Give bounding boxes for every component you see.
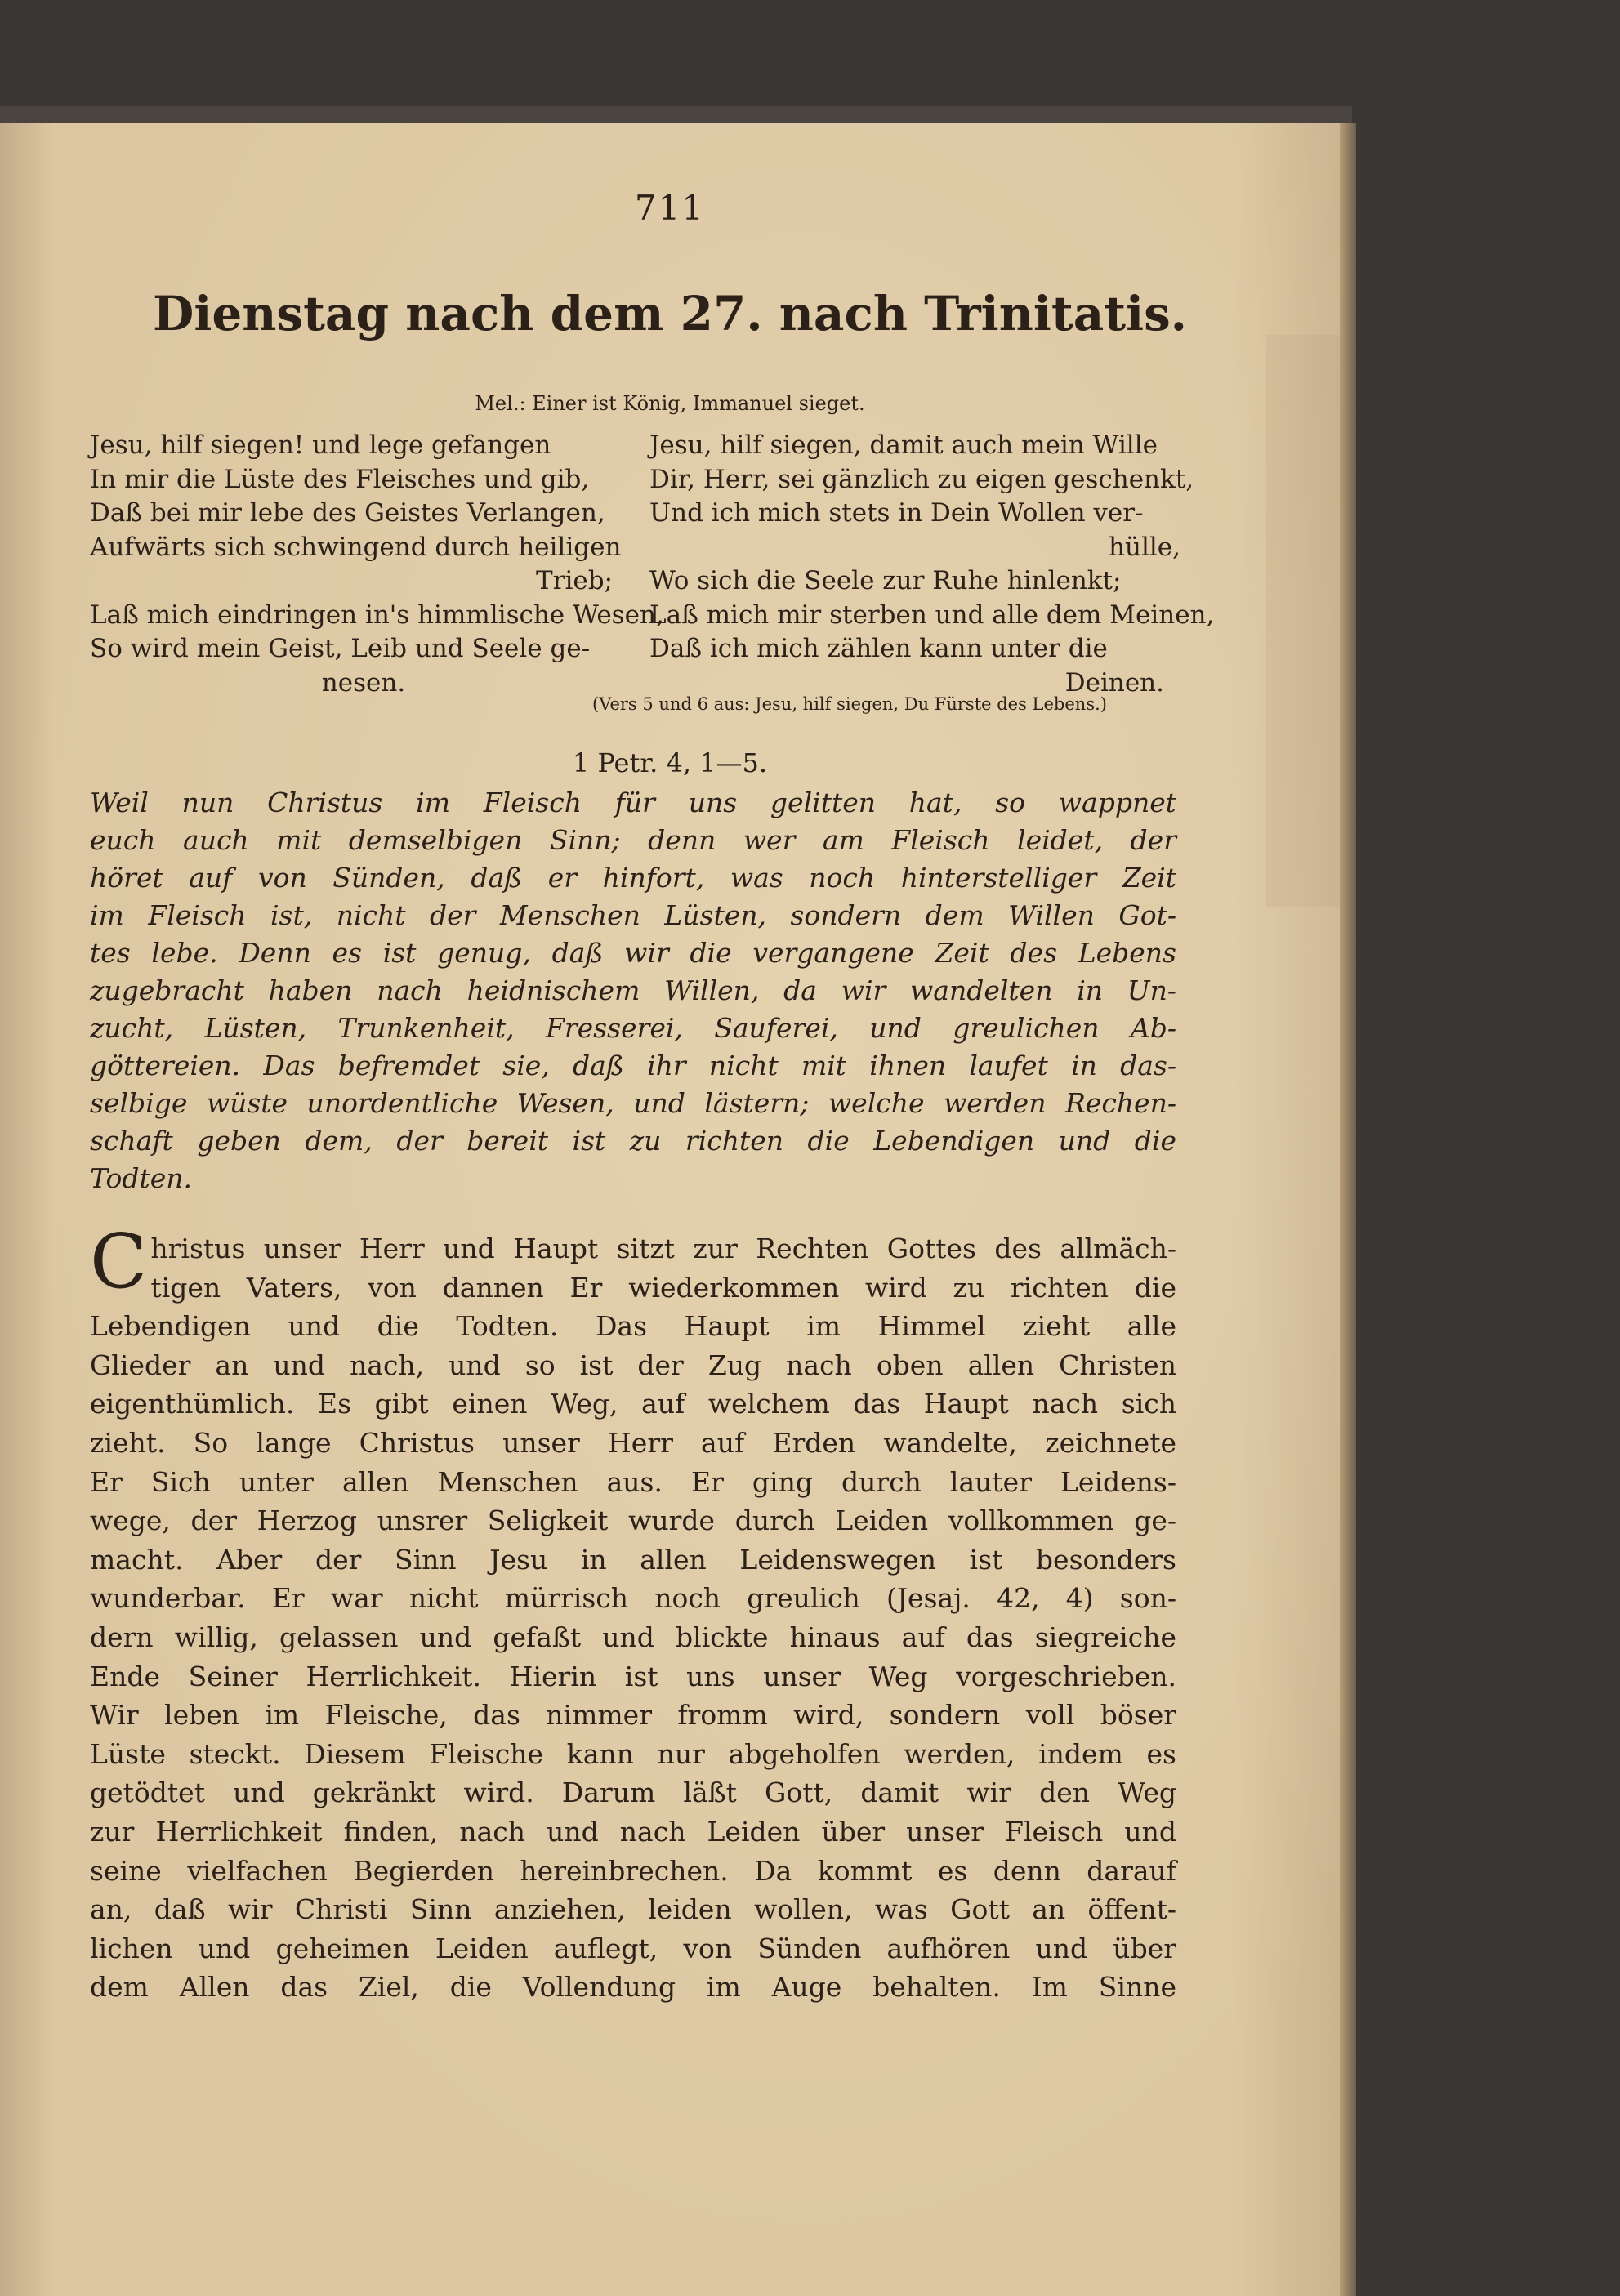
hymn-line: Und ich mich stets in Dein Wollen ver- — [649, 498, 1144, 528]
hymn-line: Daß ich mich zählen kann unter die — [649, 634, 1108, 663]
meditation-line: wunderbar. Er war nicht mürrisch noch greulich (Jesaj. 42, 4) son- — [90, 1582, 1176, 1615]
hymn-line: Dir, Herr, sei gänzlich zu eigen geschenkt, — [649, 464, 1194, 494]
hymn-line: In mir die Lüste des Fleisches und gib, — [90, 464, 590, 494]
hymn-line: Jesu, hilf siegen! und lege gefangen — [90, 430, 551, 460]
meditation-line: wege, der Herzog unsrer Seligkeit wurde durch Leiden vollkommen ge- — [90, 1505, 1176, 1537]
meditation-line: an, daß wir Christi Sinn anziehen, leiden wollen, was Gott an öffent- — [90, 1893, 1176, 1926]
scripture-line: göttereien. Das befremdet sie, daß ihr nicht mit ihnen laufet in das- — [90, 1050, 1176, 1081]
meditation-line: Er Sich unter allen Menschen aus. Er ging durch lauter Leidens- — [90, 1465, 1176, 1498]
meditation-line: tigen Vaters, von dannen Er wiederkommen wird zu richten die — [150, 1271, 1176, 1304]
hymn-line: Aufwärts sich schwingend durch heiligen — [90, 532, 622, 562]
meditation-line: zieht. So lange Christus unser Herr auf Erden wandelte, zeichnete — [90, 1426, 1176, 1459]
hymn-verse-left — [90, 429, 664, 700]
scripture-line: zugebracht haben nach heidnischem Willen, da wir wandelten in Un- — [90, 974, 1176, 1006]
scripture-reference: 1 Petr. 4, 1—5. — [572, 747, 768, 778]
scripture-line: höret auf von Sünden, daß er hinfort, was noch hinterstelliger Zeit — [90, 862, 1176, 894]
meditation-line: Lebendigen und die Todten. Das Haupt im Himmel zieht alle — [90, 1310, 1176, 1343]
meditation-line: Wir leben im Fleische, das nimmer fromm wird, sondern voll böser — [90, 1699, 1176, 1732]
drop-cap-initial: C — [90, 1218, 148, 1305]
hymn-line: Laß mich eindringen in's himmlische Wesen, — [90, 600, 664, 630]
hymn-line: Wo sich die Seele zur Ruhe hinlenkt; — [649, 566, 1122, 595]
scripture-line: selbige wüste unordentliche Wesen, und lästern; welche werden Rechen- — [90, 1087, 1176, 1119]
meditation-line: getödtet und gekränkt wird. Darum läßt Gott, damit wir den Weg — [90, 1777, 1176, 1809]
hymn-verse-right — [649, 429, 1215, 700]
scripture-line: schaft geben dem, der bereit ist zu richten die Lebendigen und die — [90, 1125, 1176, 1157]
scripture-line: Weil nun Christus im Fleisch für uns gelitten hat, so wappnet — [90, 787, 1176, 818]
book-page — [0, 123, 1340, 2296]
meditation-line: dern willig, gelassen und gefaßt und blickte hinaus auf das siegreiche — [90, 1621, 1176, 1653]
hymn-line: Daß bei mir lebe des Geistes Verlangen, — [90, 498, 605, 528]
meditation-line: Glieder an und nach, und so ist der Zug nach oben allen Christen — [90, 1349, 1176, 1381]
meditation-line: zur Herrlichkeit finden, nach und nach Leiden über unser Fleisch und — [90, 1815, 1176, 1848]
page-title: Dienstag nach dem 27. nach Trinitatis. — [153, 286, 1187, 341]
meditation-line: macht. Aber der Sinn Jesu in allen Leidenswegen ist besonders — [90, 1543, 1176, 1576]
scripture-line: tes lebe. Denn es ist genug, daß wir die vergangene Zeit des Lebens — [90, 937, 1176, 969]
scripture-text — [90, 784, 1176, 1197]
scripture-line: euch auch mit demselbigen Sinn; denn wer am Fleisch leidet, der — [90, 824, 1176, 856]
meditation-line: eigenthümlich. Es gibt einen Weg, auf welchem das Haupt nach sich — [90, 1388, 1176, 1420]
meditation-line: Ende Seiner Herrlichkeit. Hierin ist uns unser Weg vorgeschrieben. — [90, 1660, 1176, 1692]
meditation-line: hristus unser Herr und Haupt sitzt zur Rechten Gottes des allmäch- — [150, 1233, 1176, 1264]
hymn-line: Jesu, hilf siegen, damit auch mein Wille — [649, 430, 1158, 460]
meditation-text — [90, 1218, 1176, 2007]
hymn-line: Laß mich mir sterben und alle dem Meinen, — [649, 600, 1215, 630]
scripture-line: Todten. — [90, 1162, 192, 1194]
hymn-line: Trieb; — [535, 566, 613, 595]
scripture-line: zucht, Lüsten, Trunkenheit, Fresserei, Sauferei, und greulichen Ab- — [90, 1012, 1176, 1044]
page-number: 711 — [634, 188, 706, 228]
page-edge — [1340, 123, 1356, 2296]
scripture-line: im Fleisch ist, nicht der Menschen Lüsten, sondern dem Willen Got- — [90, 899, 1176, 931]
meditation-line: Lüste steckt. Diesem Fleische kann nur abgeholfen werden, indem es — [90, 1737, 1176, 1770]
hymn-line: hülle, — [1109, 532, 1180, 562]
meditation-line: lichen und geheimen Leiden auflegt, von Sünden aufhören und über — [90, 1932, 1176, 1964]
melody-note: Mel.: Einer ist König, Immanuel sieget. — [475, 392, 865, 415]
meditation-line: seine vielfachen Begierden hereinbrechen. Da kommt es denn darauf — [90, 1854, 1176, 1887]
page-stain — [1266, 335, 1340, 907]
hymn-line: So wird mein Geist, Leib und Seele ge- — [90, 634, 591, 663]
meditation-line: dem Allen das Ziel, die Vollendung im Auge behalten. Im Sinne — [90, 1971, 1176, 2004]
hymn-source-note: (Vers 5 und 6 aus: Jesu, hilf siegen, Du Fürste des Lebens.) — [592, 694, 1107, 714]
hymn-line: Deinen. — [1064, 667, 1164, 698]
hymn-line: nesen. — [321, 667, 406, 698]
